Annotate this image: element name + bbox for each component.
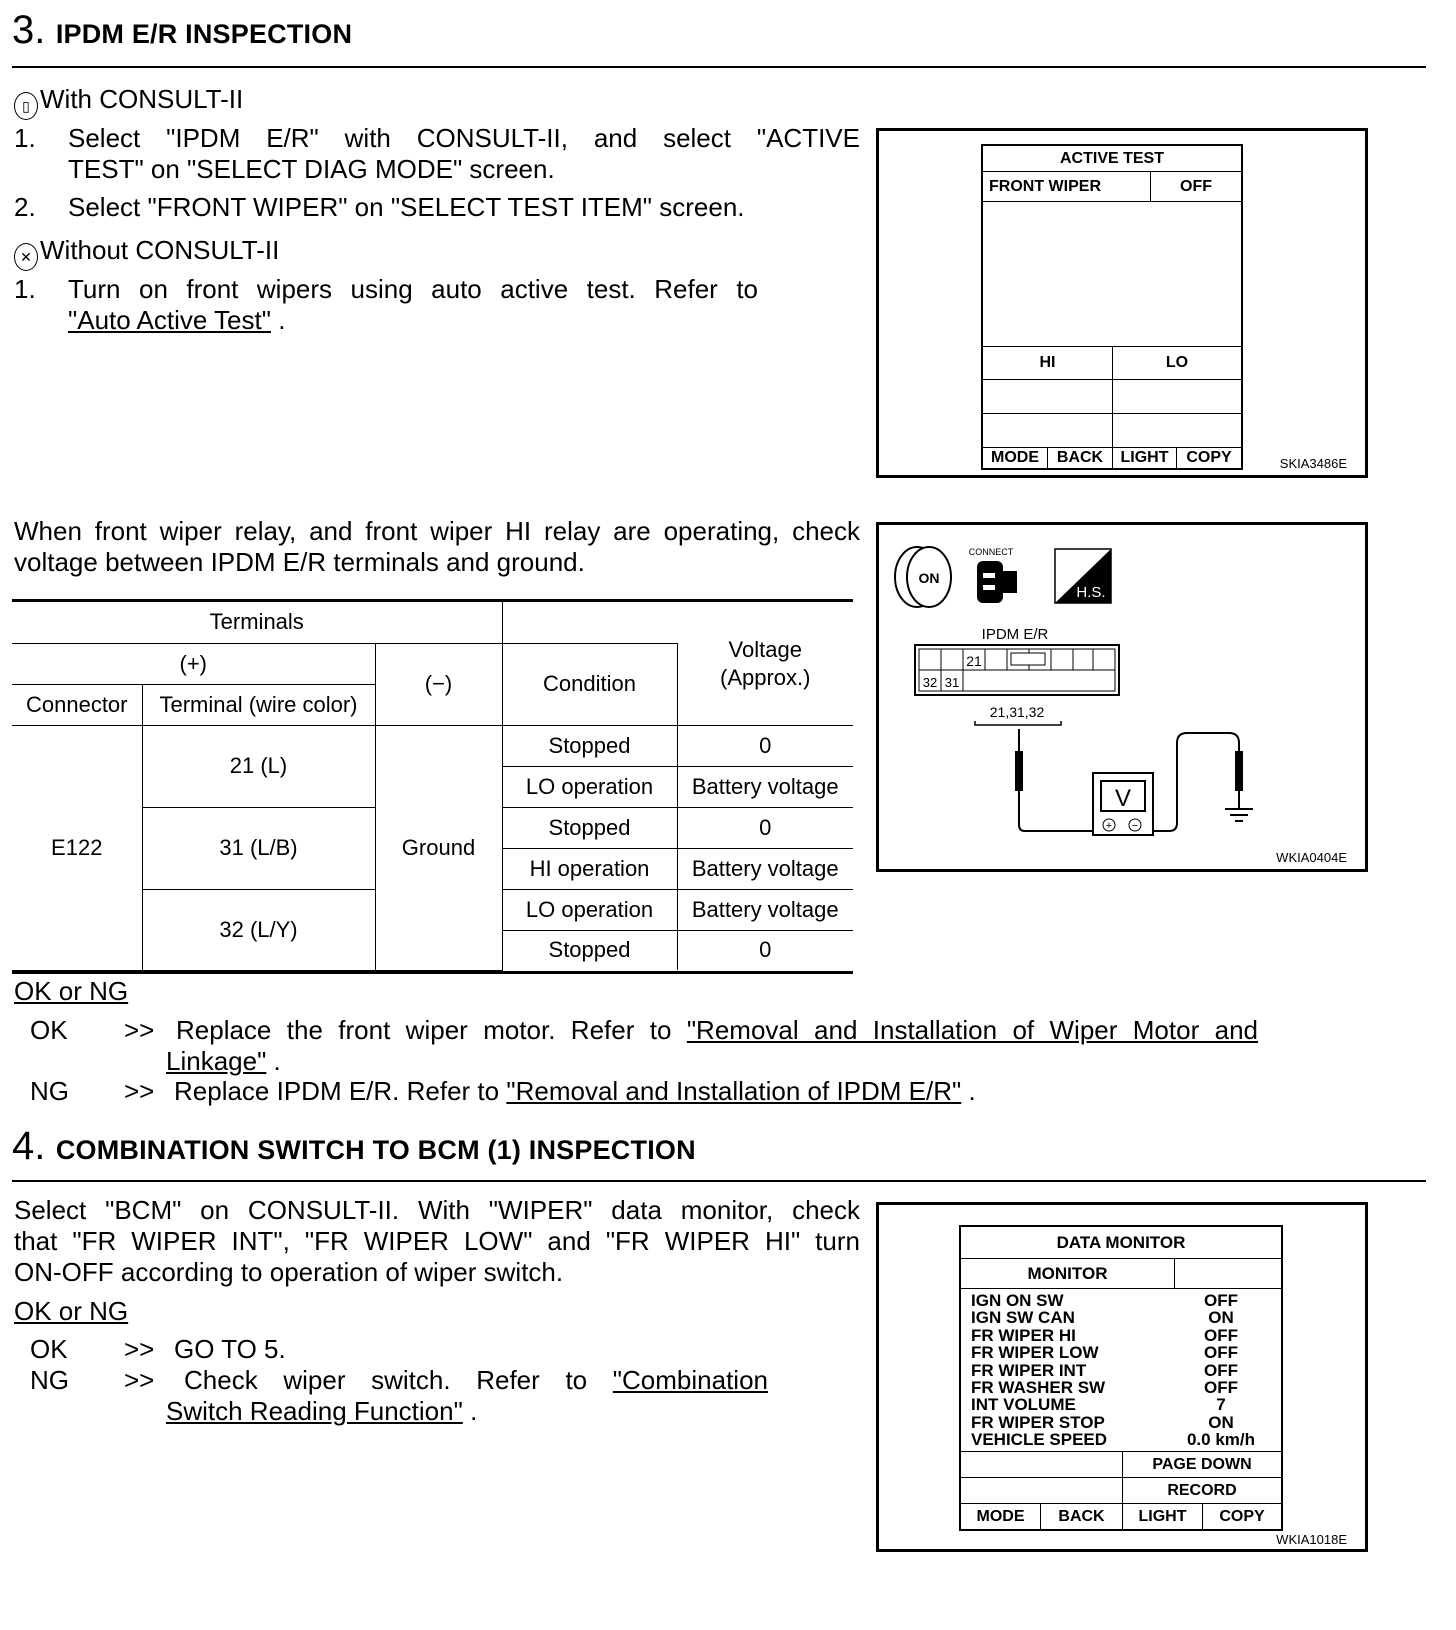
para-line: Select "BCM" on CONSULT-II. With "WIPER" data monitor, check <box>14 1195 860 1225</box>
combination-switch-link[interactable]: "Combination <box>612 1365 768 1395</box>
without-consult-label <box>14 235 279 271</box>
step-title: COMBINATION SWITCH TO BCM (1) INSPECTION <box>55 1135 696 1165</box>
voltage-cell: Battery voltage <box>677 848 853 889</box>
terminal-cell: 32 (L/Y) <box>142 889 375 970</box>
harness-side-icon <box>1055 549 1111 603</box>
active-test-figure <box>876 128 1368 478</box>
monitor-row <box>971 1327 1271 1344</box>
mode-button[interactable]: MODE <box>961 1503 1041 1529</box>
voltage-table-wrap <box>12 599 853 974</box>
pin-21-label: 21 <box>966 653 982 669</box>
pin-32-label: 32 <box>922 675 938 690</box>
connector-cell: E122 <box>12 725 142 970</box>
wiper-motor-removal-link-cont[interactable]: Linkage" <box>166 1046 267 1076</box>
step4-paragraph <box>14 1195 860 1288</box>
punct: . <box>961 1076 976 1106</box>
monitor-item-value: 0.0 km/h <box>1186 1430 1256 1450</box>
arrow: >> <box>124 1015 155 1045</box>
hi-button[interactable]: HI <box>983 346 1113 380</box>
back-button[interactable]: BACK <box>1048 448 1113 468</box>
ok-line <box>176 1015 1258 1046</box>
monitor-item-value: OFF <box>1204 1291 1238 1310</box>
ok-label: OK <box>30 1334 68 1364</box>
ipdm-label: IPDM E/R <box>981 626 1049 643</box>
ng-line <box>174 1076 976 1107</box>
voltage-check-figure <box>876 522 1368 872</box>
voltage-cell: 0 <box>677 807 853 848</box>
voltage-cell: Battery voltage <box>677 766 853 807</box>
ng-line-2 <box>166 1396 477 1427</box>
punct: . <box>462 1396 478 1426</box>
monitor-item-name: FR WIPER HI <box>971 1325 1076 1345</box>
connect-text: CONNECT <box>968 547 1014 557</box>
monitor-item-name: VEHICLE SPEED <box>971 1430 1108 1450</box>
monitor-header-blank <box>1175 1259 1281 1289</box>
step-number: 3. <box>12 8 46 52</box>
active-test-screen <box>981 144 1243 470</box>
connector-icon <box>969 547 1017 603</box>
ng-label: NG <box>30 1365 69 1395</box>
plus-header: (+) <box>12 643 375 684</box>
terminal-cell: 21 (L) <box>142 725 375 807</box>
step-ref <box>68 305 285 336</box>
ok-ng-heading: OK or NG <box>14 1296 129 1326</box>
terminal-cell: 31 (L/B) <box>142 807 375 889</box>
monitor-row <box>971 1431 1271 1448</box>
circuit-diagram <box>879 525 1365 869</box>
voltage-table <box>12 602 853 971</box>
figure-code: WKIA1018E <box>1276 1532 1347 1547</box>
step-text: Select "IPDM E/R" with CONSULT-II, and select "ACTIVE <box>68 123 860 153</box>
monitor-row <box>971 1344 1271 1361</box>
condition-header: Condition <box>502 643 677 725</box>
ignition-on-icon <box>895 547 951 607</box>
para-line: that "FR WIPER INT", "FR WIPER LOW" and "FR WIPER HI" turn <box>14 1226 860 1256</box>
punct: . <box>270 305 286 335</box>
condition-cell: LO operation <box>502 766 677 807</box>
monitor-row <box>971 1396 1271 1413</box>
test-item: FRONT WIPER <box>983 172 1151 202</box>
voltmeter-icon <box>1093 773 1153 835</box>
without-consult-text: Without CONSULT-II <box>40 235 280 265</box>
step-text: Select "FRONT WIPER" on "SELECT TEST ITEM" screen. <box>68 192 745 222</box>
minus-header: (−) <box>375 643 502 725</box>
ng-result <box>30 1076 1270 1108</box>
monitor-item-name: FR WIPER INT <box>971 1360 1087 1380</box>
monitor-item-name: FR WIPER LOW <box>971 1343 1099 1363</box>
blank-cell <box>961 1477 1123 1503</box>
condition-cell: Stopped <box>502 930 677 970</box>
voltage-cell: 0 <box>677 725 853 766</box>
ok-line-2 <box>166 1046 281 1077</box>
step-number: 1. <box>14 274 36 304</box>
monitor-item-value: OFF <box>1204 1343 1238 1363</box>
condition-cell: LO operation <box>502 889 677 930</box>
consult-icon: ▯ <box>14 92 38 120</box>
monitor-row <box>971 1414 1271 1431</box>
ng-text: Check wiper switch. Refer to <box>184 1365 588 1395</box>
figure-code: WKIA0404E <box>1276 850 1347 865</box>
light-button[interactable]: LIGHT <box>1123 1503 1203 1529</box>
on-text: ON <box>918 570 940 586</box>
figure-code: SKIA3486E <box>1279 456 1347 471</box>
data-monitor-screen <box>959 1225 1283 1531</box>
ok-text: Replace the front wiper motor. Refer to <box>176 1015 672 1045</box>
ng-label: NG <box>30 1076 69 1106</box>
screen-title: DATA MONITOR <box>961 1227 1281 1259</box>
auto-active-test-link[interactable]: "Auto Active Test" <box>68 305 271 335</box>
copy-button[interactable]: COPY <box>1203 1503 1281 1529</box>
arrow: >> <box>124 1076 155 1106</box>
ng-text: Replace IPDM E/R. Refer to <box>174 1076 500 1106</box>
intro-line: When front wiper relay, and front wiper HI relay are operating, check <box>14 516 860 546</box>
divider <box>12 1180 1426 1182</box>
monitor-item-value: 7 <box>1216 1395 1226 1415</box>
ok-label: OK <box>30 1015 68 1045</box>
voltage-cell: Battery voltage <box>677 889 853 930</box>
hs-text: H.S. <box>1076 584 1106 601</box>
ng-line <box>184 1365 768 1396</box>
page-down-button[interactable]: PAGE DOWN <box>1123 1451 1281 1477</box>
condition-cell: HI operation <box>502 848 677 889</box>
no-consult-icon: ✕ <box>14 243 38 271</box>
ok-result <box>30 1334 830 1366</box>
voltage-header-line: Voltage <box>728 636 802 662</box>
ipdm-removal-link[interactable]: "Removal and Installation of IPDM E/R" <box>506 1076 962 1106</box>
condition-cell: Stopped <box>502 725 677 766</box>
voltage-cell: 0 <box>677 930 853 970</box>
monitor-row <box>971 1292 1271 1309</box>
wiper-motor-removal-link[interactable]: "Removal and Installation of Wiper Motor and <box>686 1015 1258 1045</box>
data-monitor-figure <box>876 1202 1368 1552</box>
monitor-item-name: IGN ON SW <box>971 1291 1064 1310</box>
voltage-intro <box>14 516 860 578</box>
monitor-row <box>971 1379 1271 1396</box>
monitor-item-value: ON <box>1208 1412 1234 1432</box>
punct: . <box>266 1046 281 1076</box>
monitor-row <box>971 1309 1271 1326</box>
voltage-header-line: (Approx.) <box>720 664 811 690</box>
svg-text:+: + <box>1105 820 1113 832</box>
intro-line: voltage between IPDM E/R terminals and ground. <box>14 547 585 577</box>
ok-text: GO TO 5. <box>174 1334 286 1364</box>
ng-result <box>30 1365 830 1429</box>
arrow: >> <box>124 1365 155 1395</box>
monitor-item-name: FR WASHER SW <box>971 1377 1106 1397</box>
terminal-header: Terminal (wire color) <box>142 684 375 725</box>
monitor-item-name: IGN SW CAN <box>971 1308 1075 1328</box>
connector-header: Connector <box>12 684 142 725</box>
probe-label: 21,31,32 <box>989 704 1045 720</box>
lo-button[interactable]: LO <box>1113 346 1241 380</box>
record-button[interactable]: RECORD <box>1123 1477 1281 1503</box>
step-text: Turn on front wipers using auto active test. Refer to <box>68 274 758 304</box>
ok-ng-heading: OK or NG <box>14 976 129 1006</box>
condition-cell: Stopped <box>502 807 677 848</box>
monitor-list <box>971 1292 1271 1449</box>
blank-cell <box>983 414 1113 448</box>
voltage-header <box>677 623 853 705</box>
combination-switch-link-cont[interactable]: Switch Reading Function" <box>166 1396 463 1426</box>
monitor-item-value: OFF <box>1204 1360 1238 1380</box>
monitor-item-value: OFF <box>1204 1325 1238 1345</box>
step-number: 1. <box>14 123 36 153</box>
step4-heading <box>12 1126 1012 1176</box>
divider <box>12 66 1426 68</box>
blank-cell <box>983 380 1113 414</box>
meter-label: V <box>1114 785 1132 812</box>
pin-31-label: 31 <box>944 675 960 690</box>
para-line: ON-OFF according to operation of wiper switch. <box>14 1257 564 1287</box>
step-number: 2. <box>14 192 36 222</box>
terminals-header: Terminals <box>12 602 502 643</box>
monitor-header: MONITOR <box>961 1259 1175 1289</box>
monitor-item-value: OFF <box>1204 1377 1238 1397</box>
light-button[interactable]: LIGHT <box>1113 448 1177 468</box>
arrow: >> <box>124 1334 155 1364</box>
step-title: IPDM E/R INSPECTION <box>55 19 353 49</box>
test-item-value: OFF <box>1151 172 1241 202</box>
blank-cell <box>1113 380 1241 414</box>
screen-title: ACTIVE TEST <box>983 146 1241 172</box>
step-number: 4. <box>12 1124 46 1168</box>
back-button[interactable]: BACK <box>1041 1503 1123 1529</box>
monitor-row <box>971 1362 1271 1379</box>
monitor-item-name: INT VOLUME <box>971 1395 1076 1415</box>
copy-button[interactable]: COPY <box>1186 449 1232 466</box>
ok-result <box>30 1015 1270 1079</box>
step3-heading <box>12 10 912 60</box>
ground-cell: Ground <box>375 725 502 970</box>
monitor-item-name: FR WIPER STOP <box>971 1412 1105 1432</box>
with-consult-label <box>14 84 243 120</box>
blank-cell <box>961 1451 1123 1477</box>
monitor-item-value: ON <box>1208 1308 1234 1328</box>
mode-button[interactable]: MODE <box>983 448 1048 468</box>
blank-cell <box>1113 414 1241 448</box>
ipdm-connector <box>915 645 1119 695</box>
svg-text:−: − <box>1131 820 1139 832</box>
step-text: TEST" on "SELECT DIAG MODE" screen. <box>68 154 555 184</box>
with-consult-text: With CONSULT-II <box>40 84 244 114</box>
